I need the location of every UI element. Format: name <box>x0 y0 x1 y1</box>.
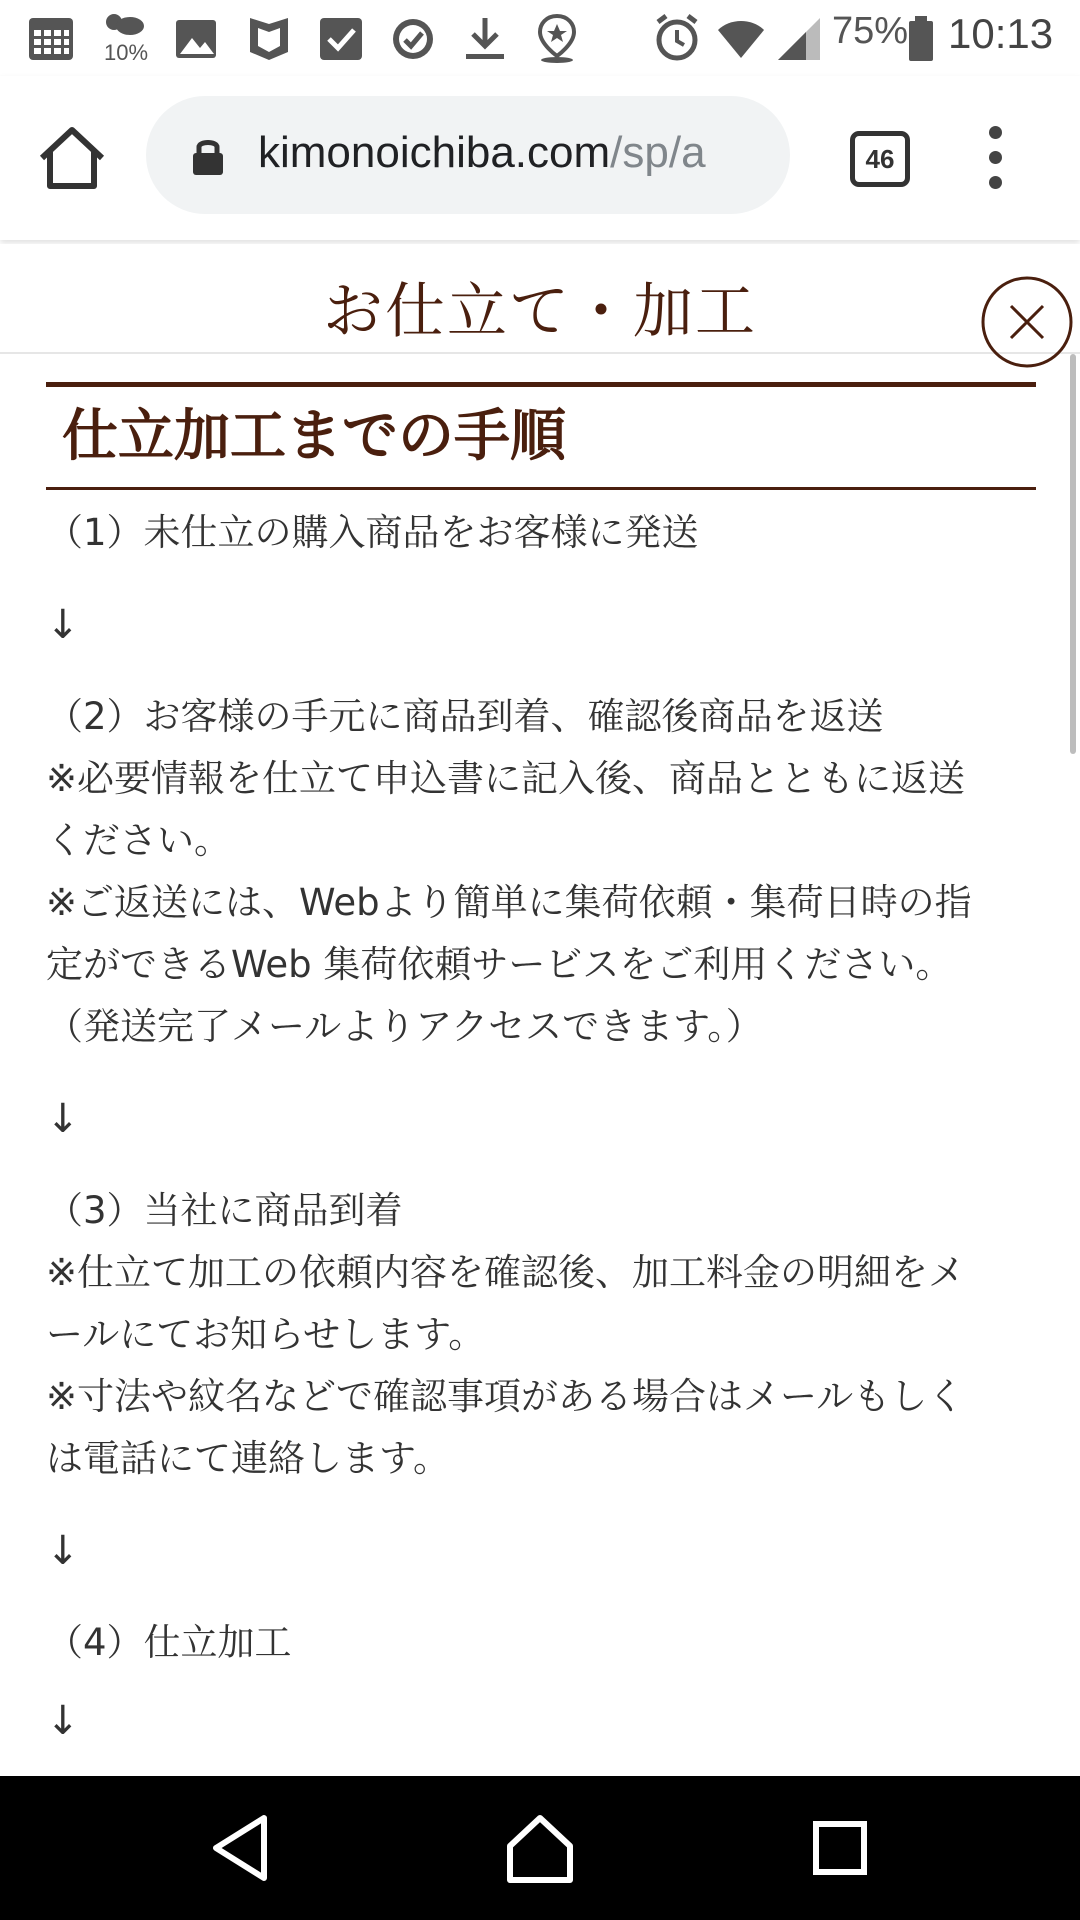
step-3-line: （3）当社に商品到着 <box>46 1189 403 1232</box>
home-icon[interactable] <box>36 124 108 192</box>
calendar-icon <box>26 12 76 64</box>
shield-icon <box>244 12 294 64</box>
step-4: （4）仕立加工 <box>46 1621 292 1664</box>
arrow-down: ↓ <box>46 602 80 648</box>
wifi-icon <box>716 12 766 64</box>
step-2-line: （発送完了メールよりアクセスできます。） <box>46 1005 763 1048</box>
url-text[interactable] <box>258 128 774 184</box>
browser-toolbar <box>0 76 1080 240</box>
weather-percent: 10% <box>104 40 149 65</box>
location-icon <box>532 12 582 64</box>
step-2-line: 定ができるWeb 集荷依頼サービスをご利用ください。 <box>46 943 953 986</box>
modal-title: お仕立て・加工 <box>323 277 757 347</box>
more-menu-icon[interactable] <box>980 126 1010 190</box>
image-icon <box>172 12 222 64</box>
url-path: /sp/a <box>610 128 706 177</box>
step-1: （1）未仕立の購入商品をお客様に発送 <box>46 511 699 554</box>
tab-switcher-button[interactable]: 46 <box>850 131 910 187</box>
battery-percent: 75% <box>832 10 909 52</box>
step-2-line: ※ご返送には、Webより簡単に集荷依頼・集荷日時の指 <box>46 881 972 924</box>
content-area <box>46 382 1036 1782</box>
close-icon[interactable] <box>981 276 1073 368</box>
address-bar[interactable] <box>146 96 790 214</box>
section-title: 仕立加工までの手順 <box>46 382 1036 490</box>
step-2-line: ください。 <box>46 819 231 862</box>
recents-icon[interactable] <box>800 1808 880 1888</box>
battery-icon <box>906 12 936 64</box>
step-3 <box>46 1180 1036 1490</box>
home-nav-icon[interactable] <box>500 1808 580 1888</box>
task-icon <box>316 12 366 64</box>
scrollbar[interactable] <box>1070 354 1076 754</box>
step-2-line: （2）お客様の手元に商品到着、確認後商品を返送 <box>46 695 884 738</box>
step-3-line: ※仕立て加工の依頼内容を確認後、加工料金の明細をメ <box>46 1251 966 1294</box>
modal-header <box>0 244 1080 354</box>
step-3-line: ールにてお知らせします。 <box>46 1313 486 1356</box>
alarm-icon <box>652 12 702 64</box>
step-2 <box>46 686 1036 1058</box>
status-bar <box>0 0 1080 76</box>
step-3-line: は電話にて連絡します。 <box>46 1437 451 1480</box>
weather-icon <box>100 8 150 40</box>
url-domain: kimonoichiba.com <box>258 128 611 177</box>
arrow-down: ↓ <box>46 1698 80 1744</box>
arrow-down: ↓ <box>46 1096 80 1142</box>
back-icon[interactable] <box>202 1808 282 1888</box>
download-icon <box>460 12 510 64</box>
arrow-down: ↓ <box>46 1528 80 1574</box>
step-2-line: ※必要情報を仕立て申込書に記入後、商品とともに返送 <box>46 757 966 800</box>
cellular-signal-icon <box>774 12 824 64</box>
system-nav-bar <box>0 1776 1080 1920</box>
steps-list <box>46 502 1036 1752</box>
step-3-line: ※寸法や紋名などで確認事項がある場合はメールもしく <box>46 1375 965 1418</box>
check-circle-icon <box>388 12 438 64</box>
clock: 10:13 <box>948 10 1054 57</box>
lock-icon <box>190 136 226 176</box>
